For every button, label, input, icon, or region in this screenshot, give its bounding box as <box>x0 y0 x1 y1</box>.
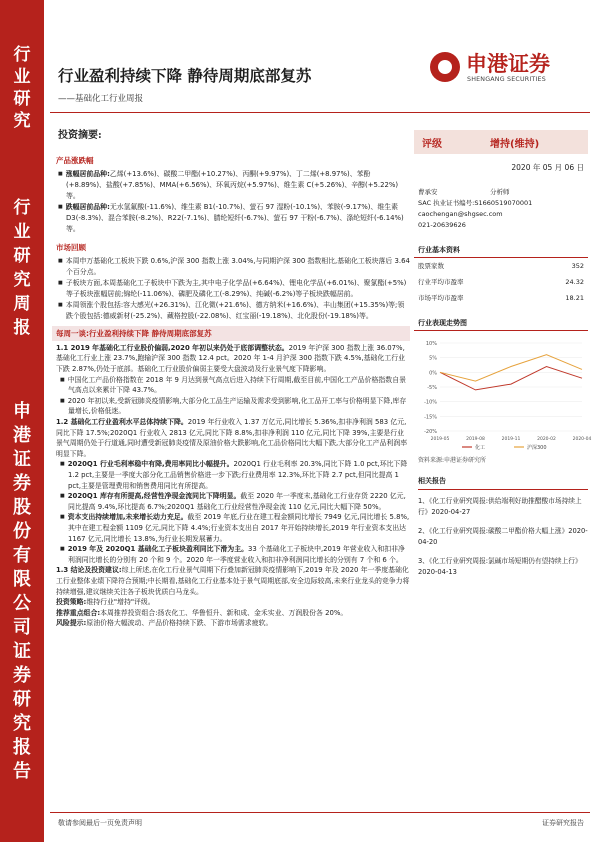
topic-paragraph-text: 截至 2019 年底,行业在建工程金额同比增长 7949 亿元,同比增长 5.8%,其中在建工程金额 1109 亿元,同比下降 4.4%;行业资本支出自 2017 年开始持续增长,2019 年行业资本支出达 1167 亿元,同比增长 13.8%,为行业长期发展蓄力。 <box>68 513 410 543</box>
x-tick-label: 2019-05 <box>430 437 450 442</box>
sidebar <box>0 0 44 842</box>
report-subtitle: ——基础化工行业周报 <box>58 94 144 104</box>
summary-title: 投资摘要: <box>58 130 102 141</box>
logo-mark-icon <box>430 52 460 82</box>
sidebar-char: 份 <box>13 521 31 542</box>
topic-paragraph <box>56 417 410 459</box>
topic-paragraph <box>56 597 410 608</box>
logo-cn: 申港证券 <box>466 51 550 76</box>
x-tick-label: 2020-04 <box>572 437 592 442</box>
topic-paragraph-key: 风险提示: <box>56 619 87 628</box>
performance-chart <box>414 335 592 453</box>
sidebar-char: 究 <box>13 270 31 290</box>
topic-paragraph-text: 2019 年沪深 300 指数上涨 36.07%,基础化工行业上涨 23.7%,跑输沪深 300 指数 12.4 pct。2020 年 1-4 月沪深 300 指数下跌 4.5%,基础化工行业下跌 2.87%,仍处于底部。基础化工行业股价偏弱主要受大盘波动及行业景气度下降影响。 <box>56 343 405 374</box>
topic-paragraph-text: 原油价格大幅波动、产品价格持续下跌、下游市场需求疲软。 <box>86 619 273 628</box>
performance-chart-svg <box>414 335 592 453</box>
footer-disclaimer[interactable]: 敬请参阅最后一页免责声明 <box>58 819 142 827</box>
product-item <box>50 202 410 235</box>
analyst-phone: 021-20639626 <box>418 221 466 229</box>
y-tick-label: -15% <box>424 414 437 421</box>
x-tick-label: 2020-02 <box>537 437 556 442</box>
topic-paragraph-key: 2019 年及 2020Q1 基础化工子板块盈利同比下滑为主。 <box>67 545 248 554</box>
industry-basics-row <box>414 290 588 306</box>
sidebar-char: 申 <box>13 401 31 422</box>
product-item-text: 无水氢氟酸(-11.6%)、维生素 B1(-10.7%)、萤石 97 湿粉(-10.1%)、苯胺(-9.17%)、维生素 D3(-8.3%)、混合苯胺(-8.2%)、R22(-7.1%)、腈纶短纤(-6.7%)、萤石 97 干粉(-6.7%)、涤纶短纤(-6.14%)等。 <box>66 202 404 233</box>
series-line <box>440 367 582 390</box>
topic-paragraph <box>56 396 410 417</box>
sidebar-char: 报 <box>13 318 31 338</box>
related-report-title[interactable]: 2、《化工行业研究周报:碳酸二甲酯价格大幅上涨》 <box>418 527 569 535</box>
series-line <box>440 355 582 381</box>
topic-paragraph-key: 1.2 基础化工行业盈利水平总体持续下降。 <box>56 418 188 427</box>
x-tick-label: 2019-11 <box>501 437 521 442</box>
sidebar-top-text <box>0 44 44 132</box>
product-item-text: 乙烯(+13.6%)、碳酸二甲酯(+10.27%)、丙酮(+9.97%)、丁二烯(+8.97%)、苯酚(+8.89%)、盐酸(+7.85%)、MMA(+6.56%)、环氧丙烷(+5.97%)、维生素 C(+5.26%)、辛醇(+5.22%)等。 <box>66 170 399 200</box>
topic-paragraph <box>56 608 410 619</box>
topic-paragraph-text: 综上所述,在化工行业景气周期下行叠加新冠肺炎疫情影响下,2019 年及 2020 年一季度基础化工行业整体业绩下降符合预期;中长期看,基础化工行业基本处于景气周期底部,安全边际较高,未来行业龙头的竞争力将持续增强,建议继续关注各子板块优质白马龙头。 <box>56 566 410 596</box>
topic-paragraph-key: 1.3 结论及投资建议: <box>56 566 122 575</box>
chart-title: 行业表现走势图 <box>414 318 588 331</box>
topic-paragraph-text: 本周推荐投资组合:扬农化工、华鲁恒升、新和成、金禾实业、万润股份各 20%。 <box>100 608 348 617</box>
related-report-title[interactable]: 1、《化工行业研究周报:供给端利好助推醋酸市场持续上行》 <box>418 497 582 516</box>
sidebar-char: 限 <box>13 569 31 590</box>
report-title: 行业盈利持续下降 静待周期底部复苏 <box>58 66 312 85</box>
report-date: 2020 年 05 月 06 日 <box>511 163 584 172</box>
x-tick-label: 2019-08 <box>466 437 485 442</box>
footer <box>58 818 584 828</box>
chart-source: 资料来源:申港证券研究所 <box>418 457 487 464</box>
related-report-item[interactable] <box>418 526 588 548</box>
header-rule <box>50 112 590 113</box>
market-item: ■ 子板块方面,本周基础化工子板块中下跌为主,其中电子化学品(+6.64%)、锂电化学品(+6.01%)、聚氯酯(+5%)等子板块涨幅居前;锦纶(-11.06%)、磷肥及磷化工(-8.29%)、纯碱(-6.2%)等子板块跌幅居前。 <box>50 278 410 300</box>
sidebar-char: 业 <box>13 67 31 87</box>
sidebar-char: 研 <box>13 246 31 266</box>
sidebar-info <box>414 130 592 586</box>
y-tick-label: -10% <box>424 399 437 406</box>
basics-label: 行业平均市盈率 <box>418 278 464 286</box>
basics-value: 18.21 <box>565 294 584 302</box>
sidebar-char: 司 <box>13 617 31 638</box>
topic-paragraph-key: 资本支出持续增加,未来增长动力充足。 <box>67 513 188 522</box>
topic-paragraph <box>56 512 410 544</box>
analyst-cert: SAC 执业证书编号:S1660519070001 <box>418 199 533 207</box>
industry-basics-row <box>414 258 588 274</box>
y-tick-label: -5% <box>427 385 437 391</box>
product-item <box>50 169 410 202</box>
topic-paragraph <box>56 343 410 375</box>
rating-box <box>414 130 588 154</box>
basics-label: 股票家数 <box>418 262 444 270</box>
weekly-topic: 每周一谈:行业盈利持续下降 静待周期底部复苏 <box>52 326 410 341</box>
sidebar-char: 行 <box>13 45 31 65</box>
y-tick-label: 5% <box>429 355 437 362</box>
sidebar-bottom-text <box>0 400 44 784</box>
topic-paragraph <box>56 565 410 597</box>
basics-value: 24.32 <box>565 278 584 286</box>
sidebar-char: 研 <box>13 89 31 109</box>
sidebar-char: 证 <box>13 449 31 470</box>
logo-en: SHENGANG SECURITIES <box>467 76 546 83</box>
topic-paragraph <box>56 459 410 491</box>
sidebar-char: 周 <box>13 294 31 314</box>
legend-label: 化工 <box>475 445 486 451</box>
sidebar-char: 研 <box>13 689 31 710</box>
main-content <box>50 120 410 815</box>
product-list <box>50 169 410 234</box>
topic-paragraph <box>56 375 410 396</box>
rating-value: 增持(维持) <box>490 139 540 150</box>
market-list <box>50 256 410 321</box>
analyst-email[interactable]: caochengan@shgsec.com <box>418 210 503 218</box>
sidebar-char: 业 <box>13 222 31 242</box>
product-section-title: 产品涨跌幅 <box>56 156 94 165</box>
topic-paragraph-key: 1.1 2019 年基础化工行业股价偏弱,2020 年初以来仍处于底部调整状态。 <box>56 343 289 352</box>
analyst-role: 分析师 <box>490 188 510 196</box>
topic-paragraph-text: 中国化工产品价格指数在 2018 年 9 月达到景气高点后进入持续下行周期,截至目前,中国化工产品价格指数自景气高点以来累计下降 43.7%。 <box>67 375 406 395</box>
sidebar-mid-text <box>0 196 44 340</box>
topic-paragraph-text: 截至 2020 年一季度末,基础化工行业存货 2220 亿元,同比提高 9.4%,环比提高 6.7%;2020Q1 基础化工行业经营性净现金流 110 亿元,同比大幅下降 50%。 <box>68 492 406 511</box>
related-report-date: 2020-04-20 <box>418 527 588 546</box>
topic-paragraph-text: 2020 年初以来,受新冠肺炎疫情影响,大部分化工品生产运输及需求受到影响,化工品开工率与价格明显下降,库存量增长,价格低迷。 <box>67 396 407 416</box>
market-section-title: 市场回顾 <box>56 243 86 253</box>
market-item: ■ 本周领涨个股包括:容大感光(+26.31%)、江化微(+21.6%)、德方纳米(+16.6%)、丰山集团(+15.35%)等;领跌个股包括:德威新材(-25.2%)、藏格控股(-22.08%)、红宝丽(-19.18%)、北化股份(-19.18%)等。 <box>50 300 410 322</box>
sidebar-char: 有 <box>13 545 31 566</box>
basics-label: 市场平均市盈率 <box>418 294 464 302</box>
y-tick-label: 10% <box>425 341 437 347</box>
topic-paragraph-key: 投资策略: <box>56 598 87 607</box>
related-report-item[interactable] <box>418 496 588 518</box>
related-report-date: 2020-04-13 <box>418 568 457 576</box>
topic-paragraph-text: 维持行业"增持"评级。 <box>86 598 155 607</box>
sidebar-char: 证 <box>13 641 31 662</box>
topic-paragraph-text: 2020Q1 行业毛利率 20.3%,同比下降 1.0 pct,环比下降 1.2 pct,主要是一季度大部分化工品销售价格进一步下跌;行业费用率 12.3%,环比下降 2.7 pct,但同比提高 1 pct,主要是管理费用和销售费用同比有所提高。 <box>68 460 408 490</box>
sidebar-char: 究 <box>13 111 31 131</box>
analyst-name: 曹承安 <box>418 188 438 196</box>
sidebar-char: 行 <box>13 198 31 218</box>
topic-paragraph <box>56 491 410 512</box>
sidebar-char: 告 <box>13 761 31 782</box>
industry-basics-row <box>414 274 588 290</box>
topic-paragraph <box>56 544 410 565</box>
basics-value: 352 <box>571 262 584 270</box>
rating-label: 评级 <box>422 139 442 150</box>
related-title: 相关报告 <box>418 476 588 490</box>
related-report-date: 2020-04-27 <box>431 508 471 516</box>
topic-paragraph-text: 33 个基础化工子板块中,2019 年营业收入和扣非净利润同比增长的分别有 20 个和 9 个。2020 年一季度营业收入和扣非净利润同比增长的分别有 7 个和 6 个。 <box>68 545 405 564</box>
legend-label: 沪深300 <box>527 445 547 451</box>
y-tick-label: -20% <box>424 429 437 435</box>
sidebar-char: 公 <box>13 593 31 614</box>
y-tick-label: 0% <box>429 370 437 377</box>
sidebar-char: 股 <box>13 497 31 518</box>
topic-paragraphs <box>50 343 410 629</box>
footer-rule <box>50 812 590 813</box>
product-item-key: 涨幅居前品种: <box>65 170 110 178</box>
topic-paragraph-key: 2020Q1 库存有所提高,经营性净现金流同比下降明显。 <box>67 492 241 501</box>
industry-basics-title: 行业基本资料 <box>414 245 588 258</box>
topic-paragraph-key: 2020Q1 行业毛利率稳中有降,费用率同比小幅提升。 <box>67 460 234 469</box>
topic-paragraph <box>56 618 410 629</box>
product-item-key: 跌幅居前品种: <box>65 202 110 211</box>
related-report-title[interactable]: 3、《化工行业研究周报:氯碱市场短期仍有望持续上行》 <box>418 557 582 565</box>
analyst-block <box>414 187 588 231</box>
footer-right: 证券研究报告 <box>542 819 584 827</box>
sidebar-char: 港 <box>13 425 31 446</box>
related-reports <box>414 476 588 578</box>
industry-basics-table <box>414 258 588 306</box>
sidebar-char: 券 <box>13 665 31 686</box>
sidebar-char: 报 <box>13 737 31 758</box>
related-report-item[interactable] <box>418 556 588 578</box>
sidebar-char: 券 <box>13 473 31 494</box>
market-item: ■ 本周申万基础化工板块下跌 0.6%,沪深 300 指数上涨 3.04%,与同期沪深 300 指数相比,基础化工板块落后 3.64 个百分点。 <box>50 256 410 278</box>
sidebar-char: 究 <box>13 713 31 734</box>
topic-paragraph-key: 推荐重点组合: <box>56 608 101 617</box>
company-logo <box>430 48 580 88</box>
topic-paragraph-text: 2019 年行业收入 1.37 万亿元,同比增长 5.36%,扣非净利润 583 亿元,同比下降 17.5%;2020Q1 行业收入 2813 亿元,同比下降 8.8%,扣非净利润 110 亿元,同比下降 39%,主要是行业景气周期仍处于行道通,同时遭受新冠肺炎疫情及原油价格大跌影响,化工品价格同比大幅下跌,大部分化工产品利润率明显下降。 <box>56 418 408 458</box>
